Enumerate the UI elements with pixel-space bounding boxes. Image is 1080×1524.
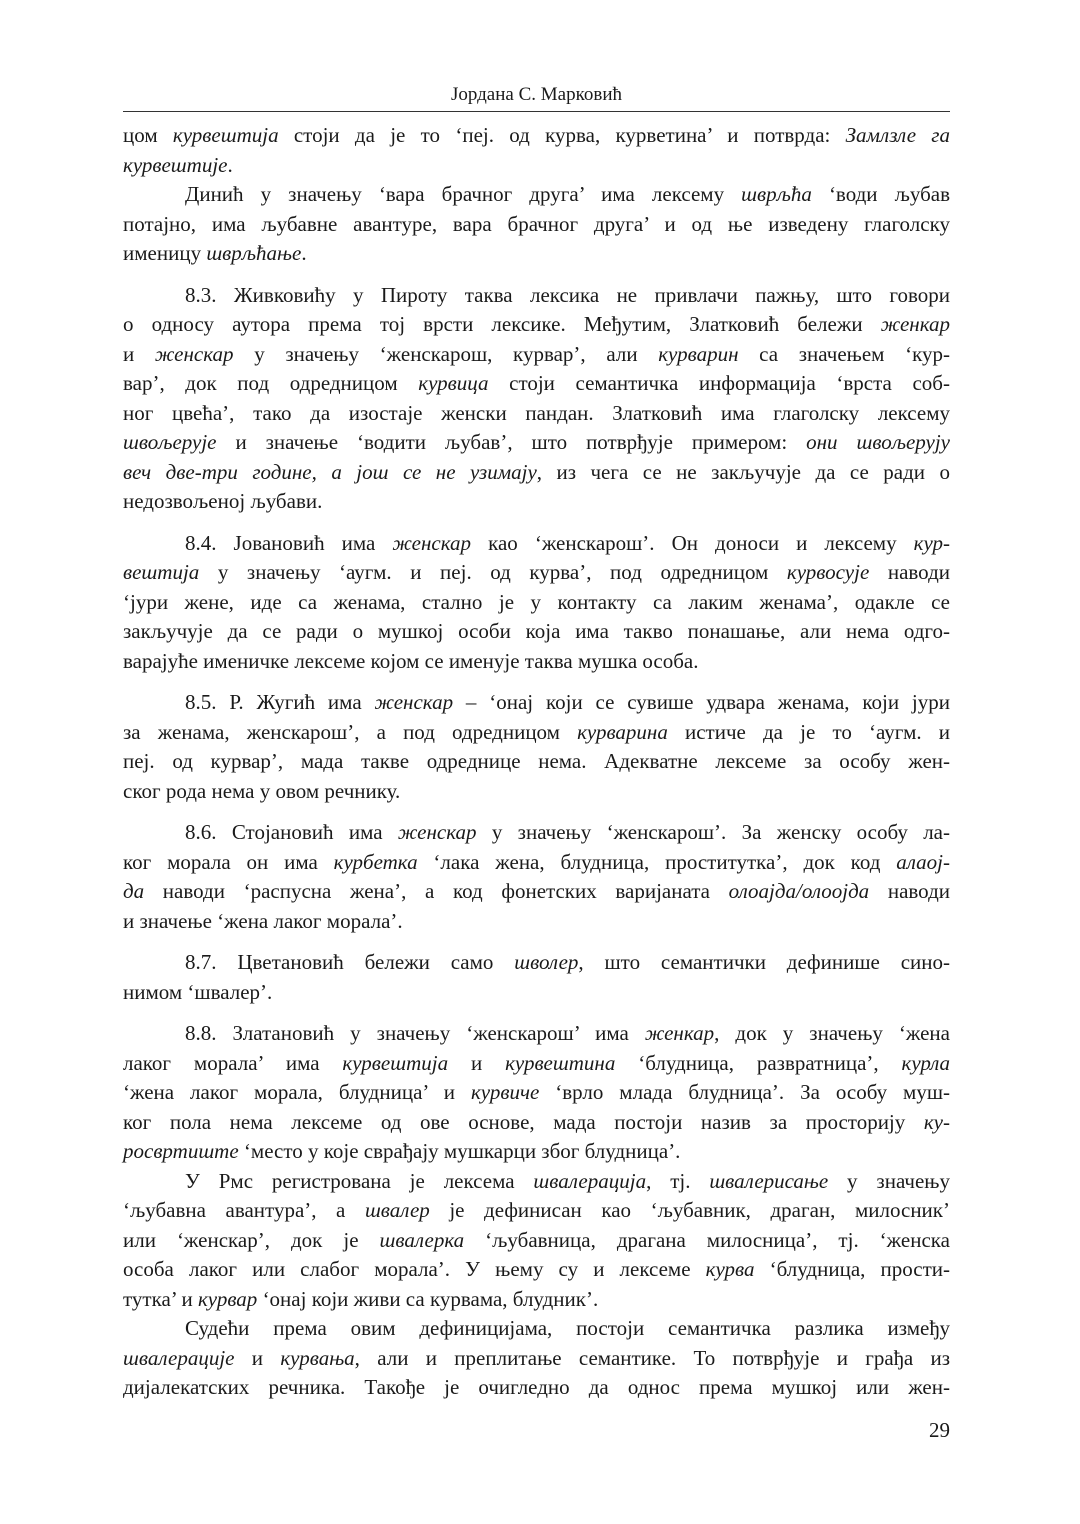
text-line (123, 1285, 950, 1315)
text-run: лаког морала’ има (123, 1050, 343, 1075)
italic-lexeme: курла (901, 1050, 950, 1075)
text-line (123, 818, 950, 848)
text-line (123, 180, 950, 210)
paragraph (123, 121, 950, 180)
text-line (123, 877, 950, 907)
italic-lexeme: женкар (644, 1021, 715, 1045)
italic-lexeme: шврљћање (206, 241, 302, 265)
text-run: стоји да је то ‘пеј. од курва, курветина’ и потврда: (278, 123, 846, 147)
italic-lexeme: курвиче (470, 1080, 540, 1104)
text-run: ‘љубавница, драгана милосница’, тј. ‘женска (464, 1227, 950, 1252)
text-run: потајно, има љубавне авантуре, вара брачног друга’ и од ње изведену глаголску (123, 211, 950, 236)
text-run: – ‘онај који се сувише удвара женама, који јури (453, 690, 950, 714)
italic-lexeme: курва (705, 1257, 755, 1281)
italic-lexeme: курварин (658, 341, 739, 366)
text-run: у значењу ‘женскарош’. За женску особу ла- (476, 820, 950, 844)
italic-lexeme: курвештије (123, 152, 228, 177)
text-line (123, 907, 950, 937)
italic-lexeme: ку- (923, 1109, 950, 1134)
text-run: ‘врло млада блудница’. За особу муш- (539, 1080, 951, 1104)
text-line (123, 558, 950, 588)
paragraph (123, 1314, 950, 1403)
text-line (123, 747, 950, 777)
italic-lexeme: курвештина (505, 1050, 616, 1075)
text-line (123, 588, 950, 618)
italic-lexeme: женскар (374, 690, 454, 714)
text-run: , што семантички дефинише сино- (578, 950, 950, 974)
text-run: ког пола нема лексеме од ове основе, мада постоји назив за просторију (123, 1109, 924, 1134)
italic-lexeme: швалерисање (709, 1168, 829, 1193)
italic-lexeme: веч две-три године, а још се не узимају (123, 459, 537, 484)
italic-lexeme: кур- (913, 530, 950, 555)
text-run: истиче да је то ‘аугм. и (667, 719, 950, 744)
text-line (123, 777, 950, 807)
italic-lexeme: вештија (123, 560, 200, 584)
text-run: и (123, 341, 155, 366)
italic-lexeme: швалерација (533, 1168, 647, 1193)
text-run: . (227, 152, 233, 177)
text-run: , из чега се не закључује да се ради о (536, 459, 950, 484)
text-line (123, 310, 950, 340)
paragraph (123, 180, 950, 269)
text-run: наводи (869, 879, 950, 903)
text-run: нимом ‘швалер’. (123, 979, 273, 1004)
italic-lexeme: швалерације (123, 1345, 235, 1370)
text-run: ‘лака жена, блудница, проститутка’, док код (417, 849, 897, 874)
text-run: именицу (123, 241, 207, 265)
text-line (123, 1373, 950, 1403)
paragraph (123, 529, 950, 677)
text-run: У Рмс регистрована је лексема (185, 1168, 534, 1193)
text-line (123, 1255, 950, 1285)
text-run: ‘љубавна авантура’, а (123, 1198, 365, 1222)
italic-lexeme: росвртиште (123, 1139, 239, 1163)
italic-lexeme: курвица (418, 371, 489, 395)
text-line (123, 1078, 950, 1108)
italic-lexeme: алаој- (896, 849, 950, 874)
paragraph (123, 818, 950, 936)
text-line (123, 1196, 950, 1226)
text-line (123, 369, 950, 399)
text-run: у значењу ‘женскарош, курвар’, али (233, 341, 659, 366)
text-run: ‘блудница, прости- (754, 1257, 950, 1281)
text-run: вар’, док под одредницом (123, 371, 419, 395)
paragraph (123, 281, 950, 517)
text-line (123, 848, 950, 878)
text-line (123, 1019, 950, 1049)
text-run: за женама, женскарош’, а под одредницом (123, 719, 578, 744)
italic-lexeme: швалерка (379, 1227, 465, 1252)
italic-lexeme: курвосује (786, 560, 870, 584)
text-line (123, 281, 950, 311)
italic-lexeme: шврљћа (741, 182, 812, 206)
text-run: , док у значењу ‘жена (714, 1021, 950, 1045)
text-run: . (301, 241, 307, 265)
text-run: наводи (869, 560, 950, 584)
text-run: ‘блудница, развратница’, (615, 1050, 902, 1075)
paragraph (123, 688, 950, 806)
text-run: Динић у значењу ‘вара брачног друга’ има лексему (185, 182, 742, 206)
text-line (123, 1108, 950, 1138)
text-run: 8.4. Јовановић има (185, 530, 393, 555)
text-line (123, 718, 950, 748)
text-run: 8.6. Стојановић има (185, 820, 398, 844)
text-run: ког морала он има (123, 849, 334, 874)
text-line (123, 428, 950, 458)
text-line (123, 340, 950, 370)
header-rule (123, 111, 950, 112)
text-line (123, 617, 950, 647)
text-run: је дефинисан као ‘љубавник, драган, милосник’ (429, 1198, 950, 1222)
text-run: тутка’ и (123, 1286, 198, 1311)
text-line (123, 1226, 950, 1256)
paragraph (123, 1167, 950, 1315)
text-run: и (448, 1050, 506, 1075)
italic-lexeme: они швољерују (806, 430, 950, 454)
text-run: или ‘женскар’, док је (123, 1227, 380, 1252)
text-run: пеј. од курвар’, мада такве одреднице нема. Адекватне лексеме за особу жен- (123, 749, 950, 773)
italic-lexeme: курвар (197, 1286, 258, 1311)
text-run: дијалекатских речника. Такође је очигледно да однос према мушкој или жен- (123, 1375, 950, 1399)
paragraph (123, 948, 950, 1007)
italic-lexeme: Замлзле га (845, 123, 950, 147)
text-run: ‘јури жене, иде са женама, стално је у контакту са лаким женама’, одакле се (123, 589, 950, 614)
text-run: цом (123, 123, 173, 147)
italic-lexeme: женскар (397, 820, 477, 844)
text-run: о односу аутора према тој врсти лексике. Међутим, Златковић бележи (123, 312, 881, 336)
text-line (123, 151, 950, 181)
text-run: као ‘женскарош’. Он доноси и лексему (471, 530, 914, 555)
text-run: недозвољеној љубави. (123, 489, 323, 513)
text-run: 8.5. Р. Жугић има (185, 690, 375, 714)
text-line (123, 458, 950, 488)
text-run: ‘место у које сврађају мушкарци због блудница’. (238, 1139, 681, 1163)
text-line (123, 529, 950, 559)
body-text (123, 121, 950, 1403)
text-run: закључује да се ради о мушкој особи која има такво понашање, али нема одго- (123, 619, 950, 643)
text-line (123, 1049, 950, 1079)
text-run: варајуће именичке лексеме којом се именује таква мушка особа. (123, 648, 699, 673)
italic-lexeme: женкар (880, 312, 950, 336)
running-header: Јордана С. Марковић (451, 84, 622, 105)
text-run: 8.7. Цветановић бележи само (185, 950, 515, 974)
text-run: са значењем ‘кур- (738, 341, 950, 366)
italic-lexeme: женскар (154, 341, 234, 366)
text-run: ‘води љубав (811, 182, 950, 206)
text-run: ског рода нема у овом речнику. (123, 778, 401, 803)
text-run: 8.8. Златановић у значењу ‘женскарош’ има (185, 1021, 645, 1045)
italic-lexeme: курвештија (172, 123, 279, 147)
text-line (123, 210, 950, 240)
text-run: ‘онај који живи са курвама, блудник’. (257, 1286, 599, 1311)
text-run: ног цвећа’, тако да изостаје женски пандан. Златковић има глаголску лексему (123, 400, 950, 425)
text-line (123, 1137, 950, 1167)
text-run: и (234, 1345, 281, 1370)
text-run: стоји семантичка информација ‘врста соб- (488, 371, 950, 395)
text-line (123, 1167, 950, 1197)
text-run: 8.3. Живковићу у Пироту таква лексика не привлачи пажњу, што говори (185, 282, 950, 307)
text-run: у значењу (828, 1168, 950, 1193)
italic-lexeme: да (123, 879, 145, 903)
italic-lexeme: шволер (514, 950, 579, 974)
italic-lexeme: курвештија (342, 1050, 449, 1075)
text-run: ‘жена лаког морала, блудница’ и (123, 1080, 471, 1104)
text-line (123, 978, 950, 1008)
text-run: и значење ‘жена лаког морала’. (123, 908, 403, 933)
text-run: особа лаког или слабог морала’. У њему су и лексеме (123, 1257, 706, 1281)
text-line (123, 688, 950, 718)
italic-lexeme: олоајда/олоојда (728, 879, 870, 903)
italic-lexeme: курварина (577, 719, 668, 744)
italic-lexeme: швољерује (123, 430, 217, 454)
text-line (123, 948, 950, 978)
text-run: и значење ‘водити љубав’, што потврђује примером: (216, 430, 807, 454)
italic-lexeme: курбетка (333, 849, 418, 874)
text-line (123, 1344, 950, 1374)
text-line (123, 647, 950, 677)
text-line (123, 487, 950, 517)
page-number: 29 (929, 1418, 950, 1442)
text-run: наводи ‘распусна жена’, а код фонетских варијаната (144, 879, 729, 903)
italic-lexeme: женскар (392, 530, 472, 555)
italic-lexeme: курвања (280, 1345, 355, 1370)
text-run: , тј. (646, 1168, 710, 1193)
text-run: у значењу ‘аугм. и пеј. од курва’, под одредницом (199, 560, 787, 584)
italic-lexeme: швалер (364, 1198, 430, 1222)
text-line (123, 239, 950, 269)
text-line (123, 121, 950, 151)
text-line (123, 399, 950, 429)
text-run: , али и преплитање семантике. То потврђује и грађа из (354, 1345, 950, 1370)
paragraph (123, 1019, 950, 1167)
text-run: Судећи према овим дефиницијама, постоји семантичка разлика између (185, 1316, 950, 1340)
text-line (123, 1314, 950, 1344)
